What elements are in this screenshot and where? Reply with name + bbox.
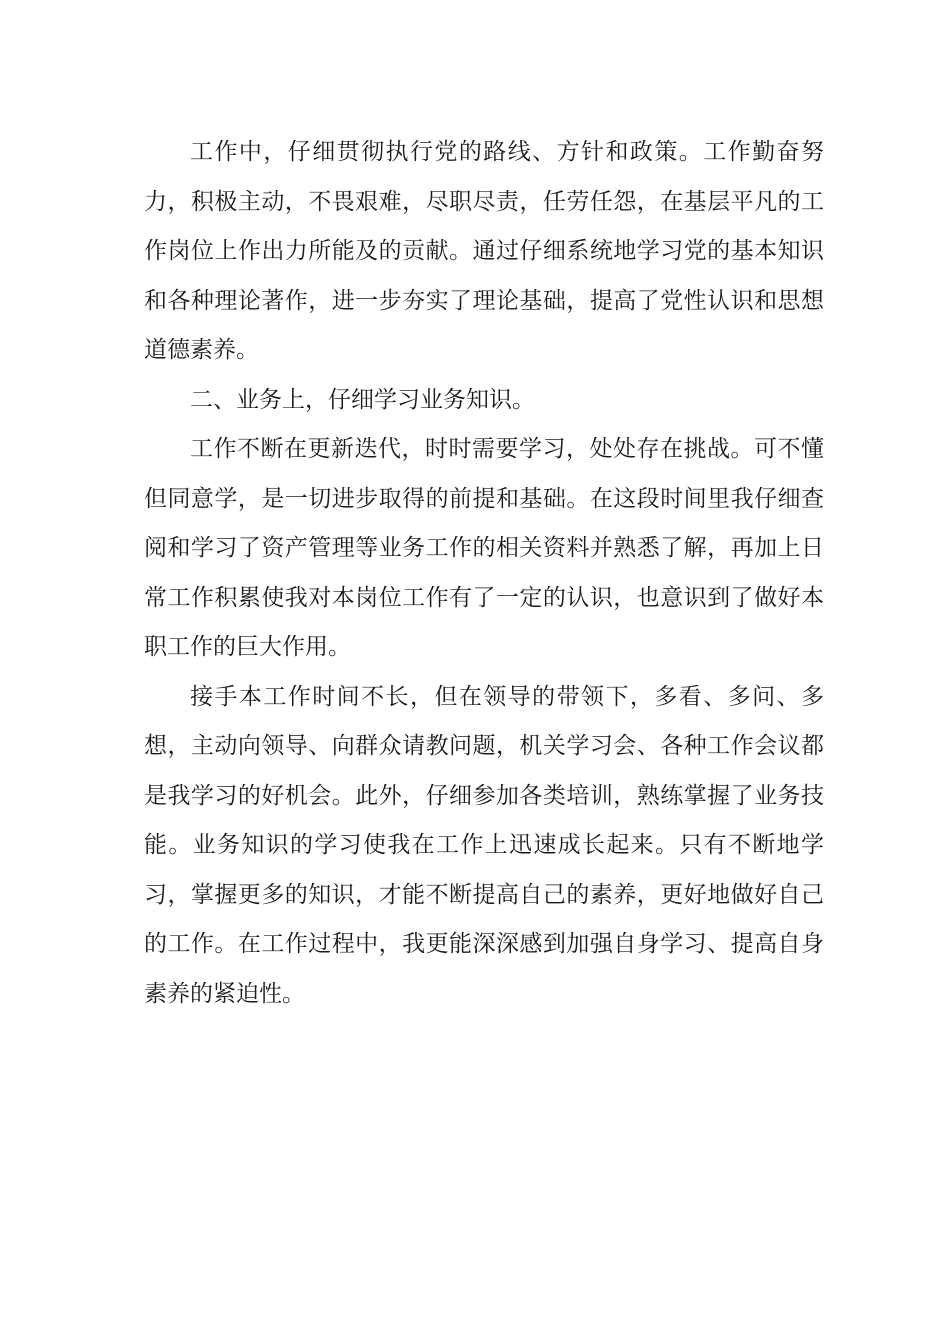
paragraph-training: 接手本工作时间不长，但在领导的带领下，多看、多问、多想，主动向领导、向群众请教问题，机关学习会、各种工作会议都是我学习的好机会。此外，仔细参加各类培训，熟练掌握了业务技能。业务知识的学习使我在工作上迅速成长起来。只有不断地学习，掌握更多的知识，才能不断提高自己的素养，更好地做好自己的工作。在工作过程中，我更能深深感到加强自身学习、提高自身素养的紧迫性。 xyxy=(144,683,824,1007)
paragraph-business-learning: 工作不断在更新迭代，时时需要学习，处处存在挑战。可不懂但同意学，是一切进步取得的前提和基础。在这段时间里我仔细查阅和学习了资产管理等业务工作的相关资料并熟悉了解，再加上日常工作积累使我对本岗位工作有了一定的认识，也意识到了做好本职工作的巨大作用。 xyxy=(144,436,824,660)
paragraph-party-work: 工作中，仔细贯彻执行党的路线、方针和政策。工作勤奋努力，积极主动，不畏艰难，尽职尽责，任劳任怨，在基层平凡的工作岗位上作出力所能及的贡献。通过仔细系统地学习党的基本知识和各种理论著作，进一步夯实了理论基础，提高了党性认识和思想道德素养。 xyxy=(144,139,824,363)
section-heading-business: 二、业务上，仔细学习业务知识。 xyxy=(190,386,535,413)
document-body xyxy=(144,128,824,1019)
